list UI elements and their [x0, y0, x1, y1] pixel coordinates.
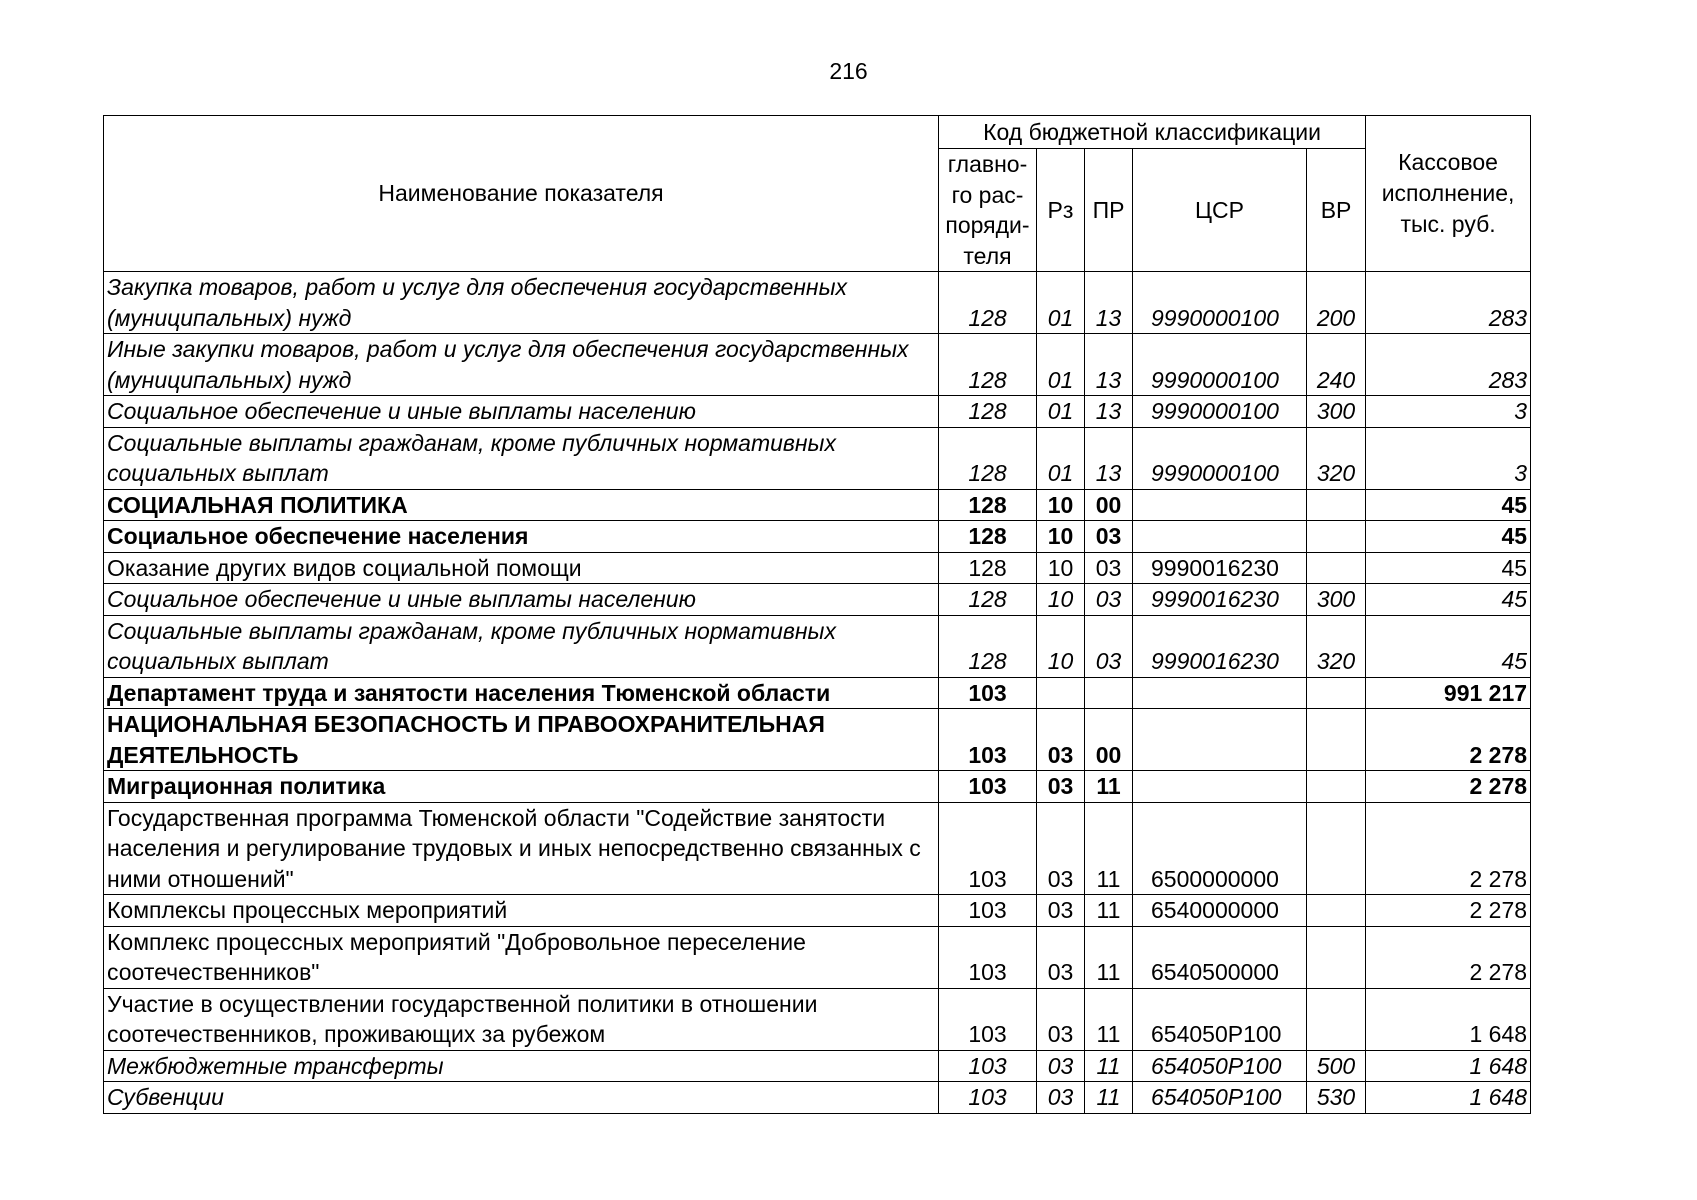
- table-row: [104, 677, 1531, 709]
- header-classification-code: Код бюджетной классификации: [939, 116, 1366, 149]
- cell-sum: 2 278: [1366, 771, 1531, 803]
- cell-name: Закупка товаров, работ и услуг для обеспечения государственных (муниципальных) нужд: [104, 272, 939, 334]
- cell-vr: [1307, 521, 1366, 553]
- table-row: [104, 272, 1531, 334]
- cell-rz: 03: [1037, 709, 1085, 771]
- cell-gr: 103: [939, 895, 1037, 927]
- cell-gr: 103: [939, 988, 1037, 1050]
- table-body: [104, 272, 1531, 1114]
- cell-name: Комплексы процессных мероприятий: [104, 895, 939, 927]
- table-row: [104, 1082, 1531, 1114]
- cell-name: Субвенции: [104, 1082, 939, 1114]
- cell-rz: 03: [1037, 1082, 1085, 1114]
- table-row: [104, 895, 1531, 927]
- header-cash-execution: Кассовое исполнение, тыс. руб.: [1366, 116, 1531, 272]
- cell-name: Социальное обеспечение населения: [104, 521, 939, 553]
- cell-csr: 6540500000: [1133, 926, 1307, 988]
- cell-csr: 9990000100: [1133, 427, 1307, 489]
- cell-pr: [1085, 677, 1133, 709]
- cell-rz: 03: [1037, 895, 1085, 927]
- cell-vr: 240: [1307, 334, 1366, 396]
- cell-vr: [1307, 709, 1366, 771]
- cell-gr: 103: [939, 1050, 1037, 1082]
- cell-name: Социальные выплаты гражданам, кроме публичных нормативных социальных выплат: [104, 427, 939, 489]
- cell-csr: 9990016230: [1133, 552, 1307, 584]
- cell-pr: 03: [1085, 584, 1133, 616]
- cell-csr: 654050Р100: [1133, 1050, 1307, 1082]
- cell-csr: 6500000000: [1133, 802, 1307, 895]
- cell-pr: 00: [1085, 709, 1133, 771]
- budget-table: [103, 115, 1531, 1114]
- cell-gr: 103: [939, 771, 1037, 803]
- cell-pr: 11: [1085, 895, 1133, 927]
- cell-gr: 128: [939, 427, 1037, 489]
- cell-rz: 03: [1037, 926, 1085, 988]
- cell-csr: 9990000100: [1133, 396, 1307, 428]
- cell-csr: [1133, 771, 1307, 803]
- cell-sum: 1 648: [1366, 1050, 1531, 1082]
- table-row: [104, 988, 1531, 1050]
- cell-sum: 3: [1366, 396, 1531, 428]
- cell-vr: 500: [1307, 1050, 1366, 1082]
- cell-sum: 45: [1366, 615, 1531, 677]
- cell-sum: 283: [1366, 334, 1531, 396]
- table-row: [104, 926, 1531, 988]
- cell-sum: 2 278: [1366, 926, 1531, 988]
- table-row: [104, 584, 1531, 616]
- cell-sum: 2 278: [1366, 802, 1531, 895]
- cell-rz: 03: [1037, 1050, 1085, 1082]
- cell-csr: 9990016230: [1133, 584, 1307, 616]
- cell-sum: 45: [1366, 584, 1531, 616]
- cell-gr: 128: [939, 489, 1037, 521]
- cell-pr: 00: [1085, 489, 1133, 521]
- cell-rz: 03: [1037, 988, 1085, 1050]
- cell-vr: 530: [1307, 1082, 1366, 1114]
- cell-name: Межбюджетные трансферты: [104, 1050, 939, 1082]
- cell-pr: 11: [1085, 1082, 1133, 1114]
- header-pr: ПР: [1085, 149, 1133, 272]
- cell-vr: [1307, 771, 1366, 803]
- cell-rz: 10: [1037, 615, 1085, 677]
- table-row: [104, 771, 1531, 803]
- cell-pr: 03: [1085, 615, 1133, 677]
- header-csr: ЦСР: [1133, 149, 1307, 272]
- cell-pr: 11: [1085, 802, 1133, 895]
- cell-pr: 03: [1085, 521, 1133, 553]
- cell-vr: 200: [1307, 272, 1366, 334]
- cell-pr: 11: [1085, 1050, 1133, 1082]
- cell-vr: [1307, 988, 1366, 1050]
- cell-csr: 6540000000: [1133, 895, 1307, 927]
- cell-rz: 03: [1037, 802, 1085, 895]
- cell-gr: 103: [939, 709, 1037, 771]
- cell-pr: 13: [1085, 272, 1133, 334]
- cell-gr: 128: [939, 552, 1037, 584]
- cell-csr: 654050Р100: [1133, 1082, 1307, 1114]
- cell-sum: 1 648: [1366, 1082, 1531, 1114]
- cell-csr: [1133, 709, 1307, 771]
- cell-gr: 103: [939, 1082, 1037, 1114]
- cell-rz: 01: [1037, 427, 1085, 489]
- cell-gr: 128: [939, 615, 1037, 677]
- table-row: [104, 709, 1531, 771]
- cell-vr: [1307, 802, 1366, 895]
- cell-rz: 10: [1037, 584, 1085, 616]
- cell-rz: 10: [1037, 521, 1085, 553]
- cell-rz: 10: [1037, 552, 1085, 584]
- cell-name: Комплекс процессных мероприятий "Добровольное переселение соотечественников": [104, 926, 939, 988]
- cell-vr: 300: [1307, 584, 1366, 616]
- header-vr: ВР: [1307, 149, 1366, 272]
- table-row: [104, 427, 1531, 489]
- cell-sum: 45: [1366, 521, 1531, 553]
- cell-rz: 10: [1037, 489, 1085, 521]
- cell-name: Социальное обеспечение и иные выплаты населению: [104, 584, 939, 616]
- table-row: [104, 489, 1531, 521]
- cell-sum: 283: [1366, 272, 1531, 334]
- cell-csr: 9990016230: [1133, 615, 1307, 677]
- cell-rz: 01: [1037, 334, 1085, 396]
- cell-name: НАЦИОНАЛЬНАЯ БЕЗОПАСНОСТЬ И ПРАВООХРАНИТЕЛЬНАЯ ДЕЯТЕЛЬНОСТЬ: [104, 709, 939, 771]
- cell-gr: 128: [939, 334, 1037, 396]
- cell-rz: 01: [1037, 396, 1085, 428]
- cell-csr: [1133, 521, 1307, 553]
- cell-rz: 01: [1037, 272, 1085, 334]
- table-row: [104, 552, 1531, 584]
- header-name: Наименование показателя: [104, 116, 939, 272]
- cell-sum: 2 278: [1366, 895, 1531, 927]
- cell-name: СОЦИАЛЬНАЯ ПОЛИТИКА: [104, 489, 939, 521]
- cell-vr: [1307, 489, 1366, 521]
- cell-name: Государственная программа Тюменской области "Содействие занятости населения и регулирование трудовых и иных непосредственно связанных с ними отношений": [104, 802, 939, 895]
- cell-vr: 320: [1307, 615, 1366, 677]
- table-row: [104, 1050, 1531, 1082]
- cell-vr: [1307, 895, 1366, 927]
- page-number: 216: [829, 58, 868, 84]
- table-row: [104, 802, 1531, 895]
- cell-gr: 103: [939, 926, 1037, 988]
- cell-vr: [1307, 552, 1366, 584]
- cell-pr: 13: [1085, 396, 1133, 428]
- cell-pr: 13: [1085, 427, 1133, 489]
- cell-csr: 9990000100: [1133, 272, 1307, 334]
- table-row: [104, 334, 1531, 396]
- table-row: [104, 396, 1531, 428]
- cell-sum: 991 217: [1366, 677, 1531, 709]
- cell-gr: 103: [939, 677, 1037, 709]
- cell-sum: 2 278: [1366, 709, 1531, 771]
- cell-csr: [1133, 677, 1307, 709]
- cell-name: Оказание других видов социальной помощи: [104, 552, 939, 584]
- cell-vr: 320: [1307, 427, 1366, 489]
- cell-csr: [1133, 489, 1307, 521]
- cell-csr: 9990000100: [1133, 334, 1307, 396]
- cell-pr: 11: [1085, 988, 1133, 1050]
- cell-vr: [1307, 926, 1366, 988]
- cell-pr: 13: [1085, 334, 1133, 396]
- cell-rz: [1037, 677, 1085, 709]
- cell-sum: 45: [1366, 552, 1531, 584]
- cell-vr: 300: [1307, 396, 1366, 428]
- cell-name: Социальные выплаты гражданам, кроме публичных нормативных социальных выплат: [104, 615, 939, 677]
- cell-name: Миграционная политика: [104, 771, 939, 803]
- table-row: [104, 521, 1531, 553]
- cell-gr: 128: [939, 521, 1037, 553]
- cell-gr: 128: [939, 584, 1037, 616]
- cell-name: Участие в осуществлении государственной политики в отношении соотечественников, проживающих за рубежом: [104, 988, 939, 1050]
- cell-name: Департамент труда и занятости населения Тюменской области: [104, 677, 939, 709]
- table-header: [104, 116, 1531, 272]
- cell-sum: 3: [1366, 427, 1531, 489]
- cell-csr: 654050Р100: [1133, 988, 1307, 1050]
- table-row: [104, 615, 1531, 677]
- cell-pr: 11: [1085, 926, 1133, 988]
- cell-pr: 03: [1085, 552, 1133, 584]
- cell-gr: 128: [939, 272, 1037, 334]
- cell-name: Социальное обеспечение и иные выплаты населению: [104, 396, 939, 428]
- cell-rz: 03: [1037, 771, 1085, 803]
- cell-pr: 11: [1085, 771, 1133, 803]
- cell-gr: 128: [939, 396, 1037, 428]
- cell-sum: 45: [1366, 489, 1531, 521]
- cell-sum: 1 648: [1366, 988, 1531, 1050]
- header-rz: Рз: [1037, 149, 1085, 272]
- header-main-administrator: главно-го рас-поряди-теля: [939, 149, 1037, 272]
- cell-gr: 103: [939, 802, 1037, 895]
- cell-name: Иные закупки товаров, работ и услуг для обеспечения государственных (муниципальных) нужд: [104, 334, 939, 396]
- cell-vr: [1307, 677, 1366, 709]
